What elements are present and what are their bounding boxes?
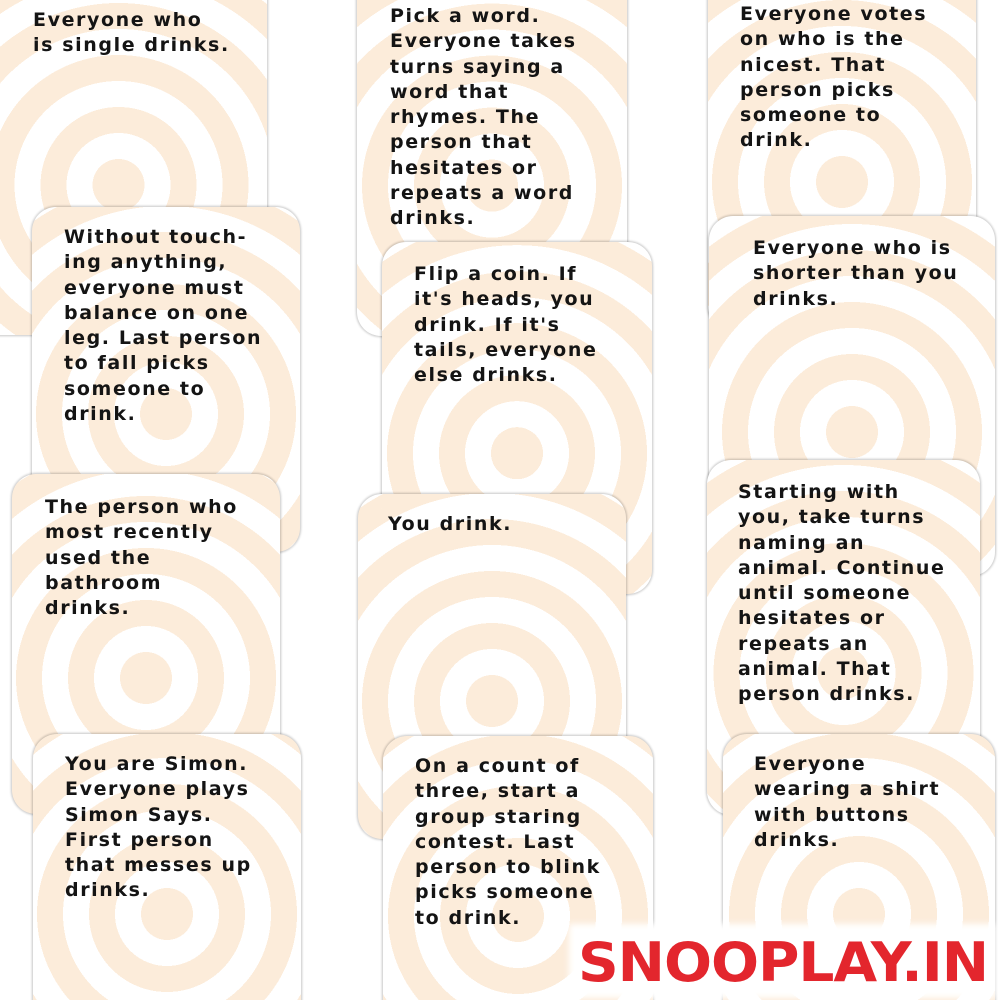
card-text: Everyone who is single drinks. [33,9,230,57]
card-text: Starting with you, take turns naming an animal. Continue until someone hesitates or repeats an animal. That person drinks. [738,481,946,706]
card-text: You are Simon. Everyone plays Simon Says. First person that messes up drinks. [65,753,252,902]
snooplay-logo-art [575,930,990,992]
card-text: You drink. [388,513,513,535]
card-text: Flip a coin. If it's heads, you drink. If it's tails, everyone else drinks. [414,263,598,387]
card-text: Everyone votes on who is the nicest. That person picks someone to drink. [740,3,928,152]
logo-wordmark [578,931,988,992]
card-text: On a count of three, start a group staring contest. Last person to blink picks someone to drink. [415,755,601,929]
card-text: Pick a word. Everyone takes turns saying a word that rhymes. The person that hesitates or repeats a word drinks. [390,5,577,230]
card-text: The person who most recently used the bathroom drinks. [45,496,238,620]
card-text: Without touch- ing anything, everyone must balance on one leg. Last person to fall picks someone to drink. [64,226,263,426]
card-text: Everyone wearing a shirt with buttons drinks. [754,753,941,851]
card-simon-says [33,734,301,1000]
logo-text: SNOOPLAY.IN [578,931,988,992]
snooplay-logo [575,930,990,992]
card-text: Everyone who is shorter than you drinks. [753,237,959,310]
